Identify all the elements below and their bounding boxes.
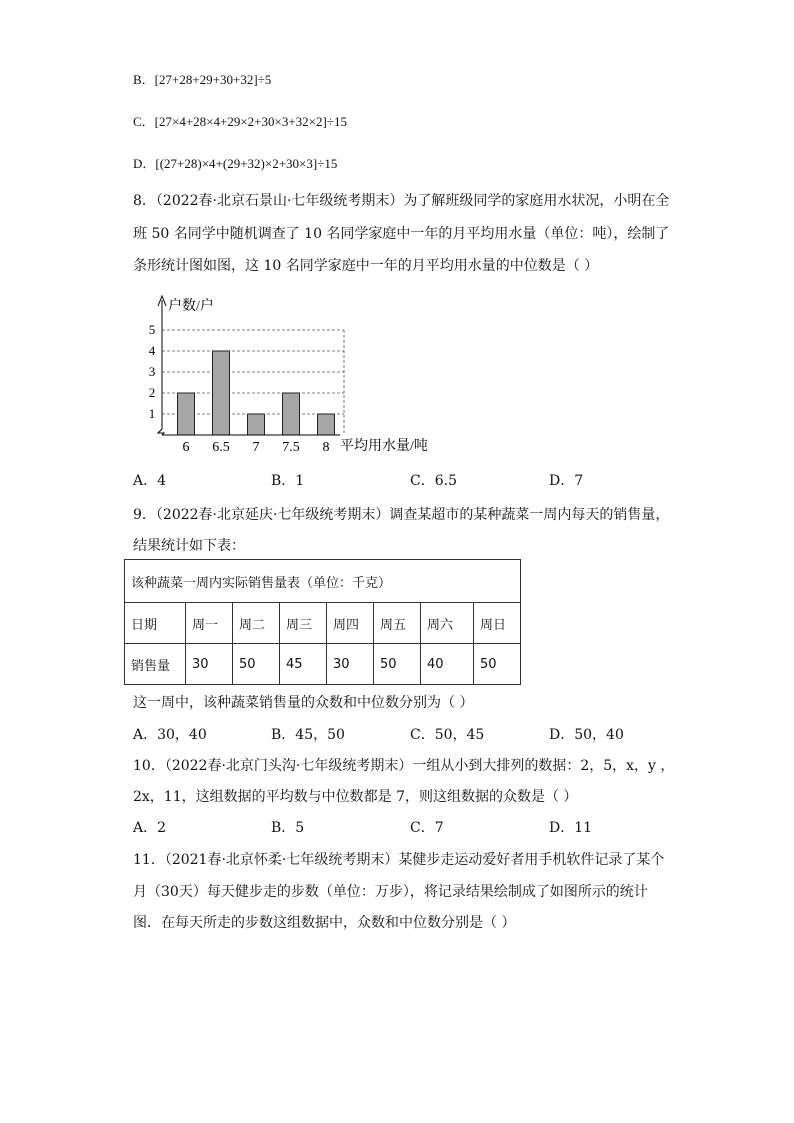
x-tick-label: 7 <box>252 440 260 455</box>
bar <box>178 393 195 435</box>
table-title-row <box>125 560 521 603</box>
y-tick-label: 2 <box>148 385 156 400</box>
q9-option-c: C．50，45 <box>410 727 485 743</box>
table-cell-sales: 40 <box>421 644 474 685</box>
q9-option-d: D．50，40 <box>549 727 624 743</box>
table-cell-day: 周六 <box>421 603 474 644</box>
y-tick-label: 5 <box>148 322 156 337</box>
bar <box>248 414 265 435</box>
q8-option-c: C．6.5 <box>410 473 457 489</box>
table-cell-day: 周日 <box>474 603 521 644</box>
q11-text-line1: 11．（2021春·北京怀柔·七年级统考期末）某健步走运动爱好者用手机软件记录了某个 <box>133 852 665 868</box>
bar <box>213 351 230 435</box>
y-tick-label: 1 <box>148 406 156 421</box>
table-cell-sales: 50 <box>374 644 421 685</box>
q8-text-line1: 8．（2022春·北京石景山·七年级统考期末）为了解班级同学的家庭用水状况，小明在全 <box>133 193 670 209</box>
q11-text-line3: 图．在每天所走的步数这组数据中，众数和中位数分别是（ ） <box>133 915 516 931</box>
axis-break-mark <box>158 429 164 435</box>
x-tick-label: 8 <box>322 440 330 455</box>
q9-text-line1: 9．（2022春·北京延庆·七年级统考期末）调查某超市的某种蔬菜一周内每天的销售量， <box>133 507 670 523</box>
table-cell-day: 周二 <box>233 603 280 644</box>
row-label-sales: 销售量 <box>125 644 186 685</box>
q10-option-b: B．5 <box>271 820 305 836</box>
sales-table <box>124 559 521 685</box>
q8-option-a: A．4 <box>133 473 167 489</box>
q10-option-d: D．11 <box>549 820 593 836</box>
table-title: 该种蔬菜一周内实际销售量表（单位：千克） <box>125 560 521 603</box>
q10-option-c: C．7 <box>410 820 444 836</box>
q7-option-b: B．[27+28+29+30+32]÷5 <box>133 72 272 87</box>
q7-option-d: D．[(27+28)×4+(29+32)×2+30×3]÷15 <box>133 156 338 171</box>
q9-option-a: A．30，40 <box>133 727 207 743</box>
table-cell-sales: 45 <box>280 644 327 685</box>
q8-option-d: D．7 <box>549 473 584 489</box>
table-cell-day: 周三 <box>280 603 327 644</box>
q10-option-a: A．2 <box>133 820 167 836</box>
q10-text-line2: 2x，11，这组数据的平均数与中位数都是 7，则这组数据的众数是（ ） <box>133 789 578 805</box>
q8-option-b: B．1 <box>271 473 305 489</box>
bar-chart <box>140 290 460 460</box>
table-row-sales <box>125 644 521 685</box>
x-tick-label: 6.5 <box>212 440 230 455</box>
q9-option-b: B．45，50 <box>271 727 345 743</box>
q9-question: 这一周中，该种蔬菜销售量的众数和中位数分别为（ ） <box>133 695 474 711</box>
bar <box>283 393 300 435</box>
table-row-days <box>125 603 521 644</box>
q7-option-c: C．[27×4+28×4+29×2+30×3+32×2]÷15 <box>133 114 347 129</box>
q9-text-line2: 结果统计如下表： <box>133 538 245 554</box>
y-axis-label: 户数/户 <box>168 299 214 314</box>
x-tick-label: 7.5 <box>282 440 300 455</box>
q8-text-line2: 班 50 名同学中随机调查了 10 名同学家庭中一年的月平均用水量（单位：吨），绘制了 <box>133 226 670 242</box>
q10-text-line1: 10．（2022春·北京门头沟·七年级统考期末）一组从小到大排列的数据：2，5，x，y ， <box>133 758 675 774</box>
row-label-date: 日期 <box>125 603 186 644</box>
q11-text-line2: 月（30天）每天健步走的步数（单位：万步），将记录结果绘制成了如图所示的统计 <box>133 884 648 900</box>
x-axis-label: 平均用水量/吨 <box>340 439 428 454</box>
bar <box>318 414 335 435</box>
table-cell-day: 周一 <box>186 603 233 644</box>
table-cell-day: 周五 <box>374 603 421 644</box>
table-cell-day: 周四 <box>327 603 374 644</box>
y-tick-label: 4 <box>148 343 156 358</box>
table-cell-sales: 30 <box>327 644 374 685</box>
y-tick-label: 3 <box>148 364 156 379</box>
chart-bars <box>178 351 335 435</box>
q8-text-line3: 条形统计图如图，这 10 名同学家庭中一年的月平均用水量的中位数是（ ） <box>133 258 599 274</box>
table-cell-sales: 50 <box>474 644 521 685</box>
table-cell-sales: 30 <box>186 644 233 685</box>
x-tick-label: 6 <box>182 440 190 455</box>
table-cell-sales: 50 <box>233 644 280 685</box>
